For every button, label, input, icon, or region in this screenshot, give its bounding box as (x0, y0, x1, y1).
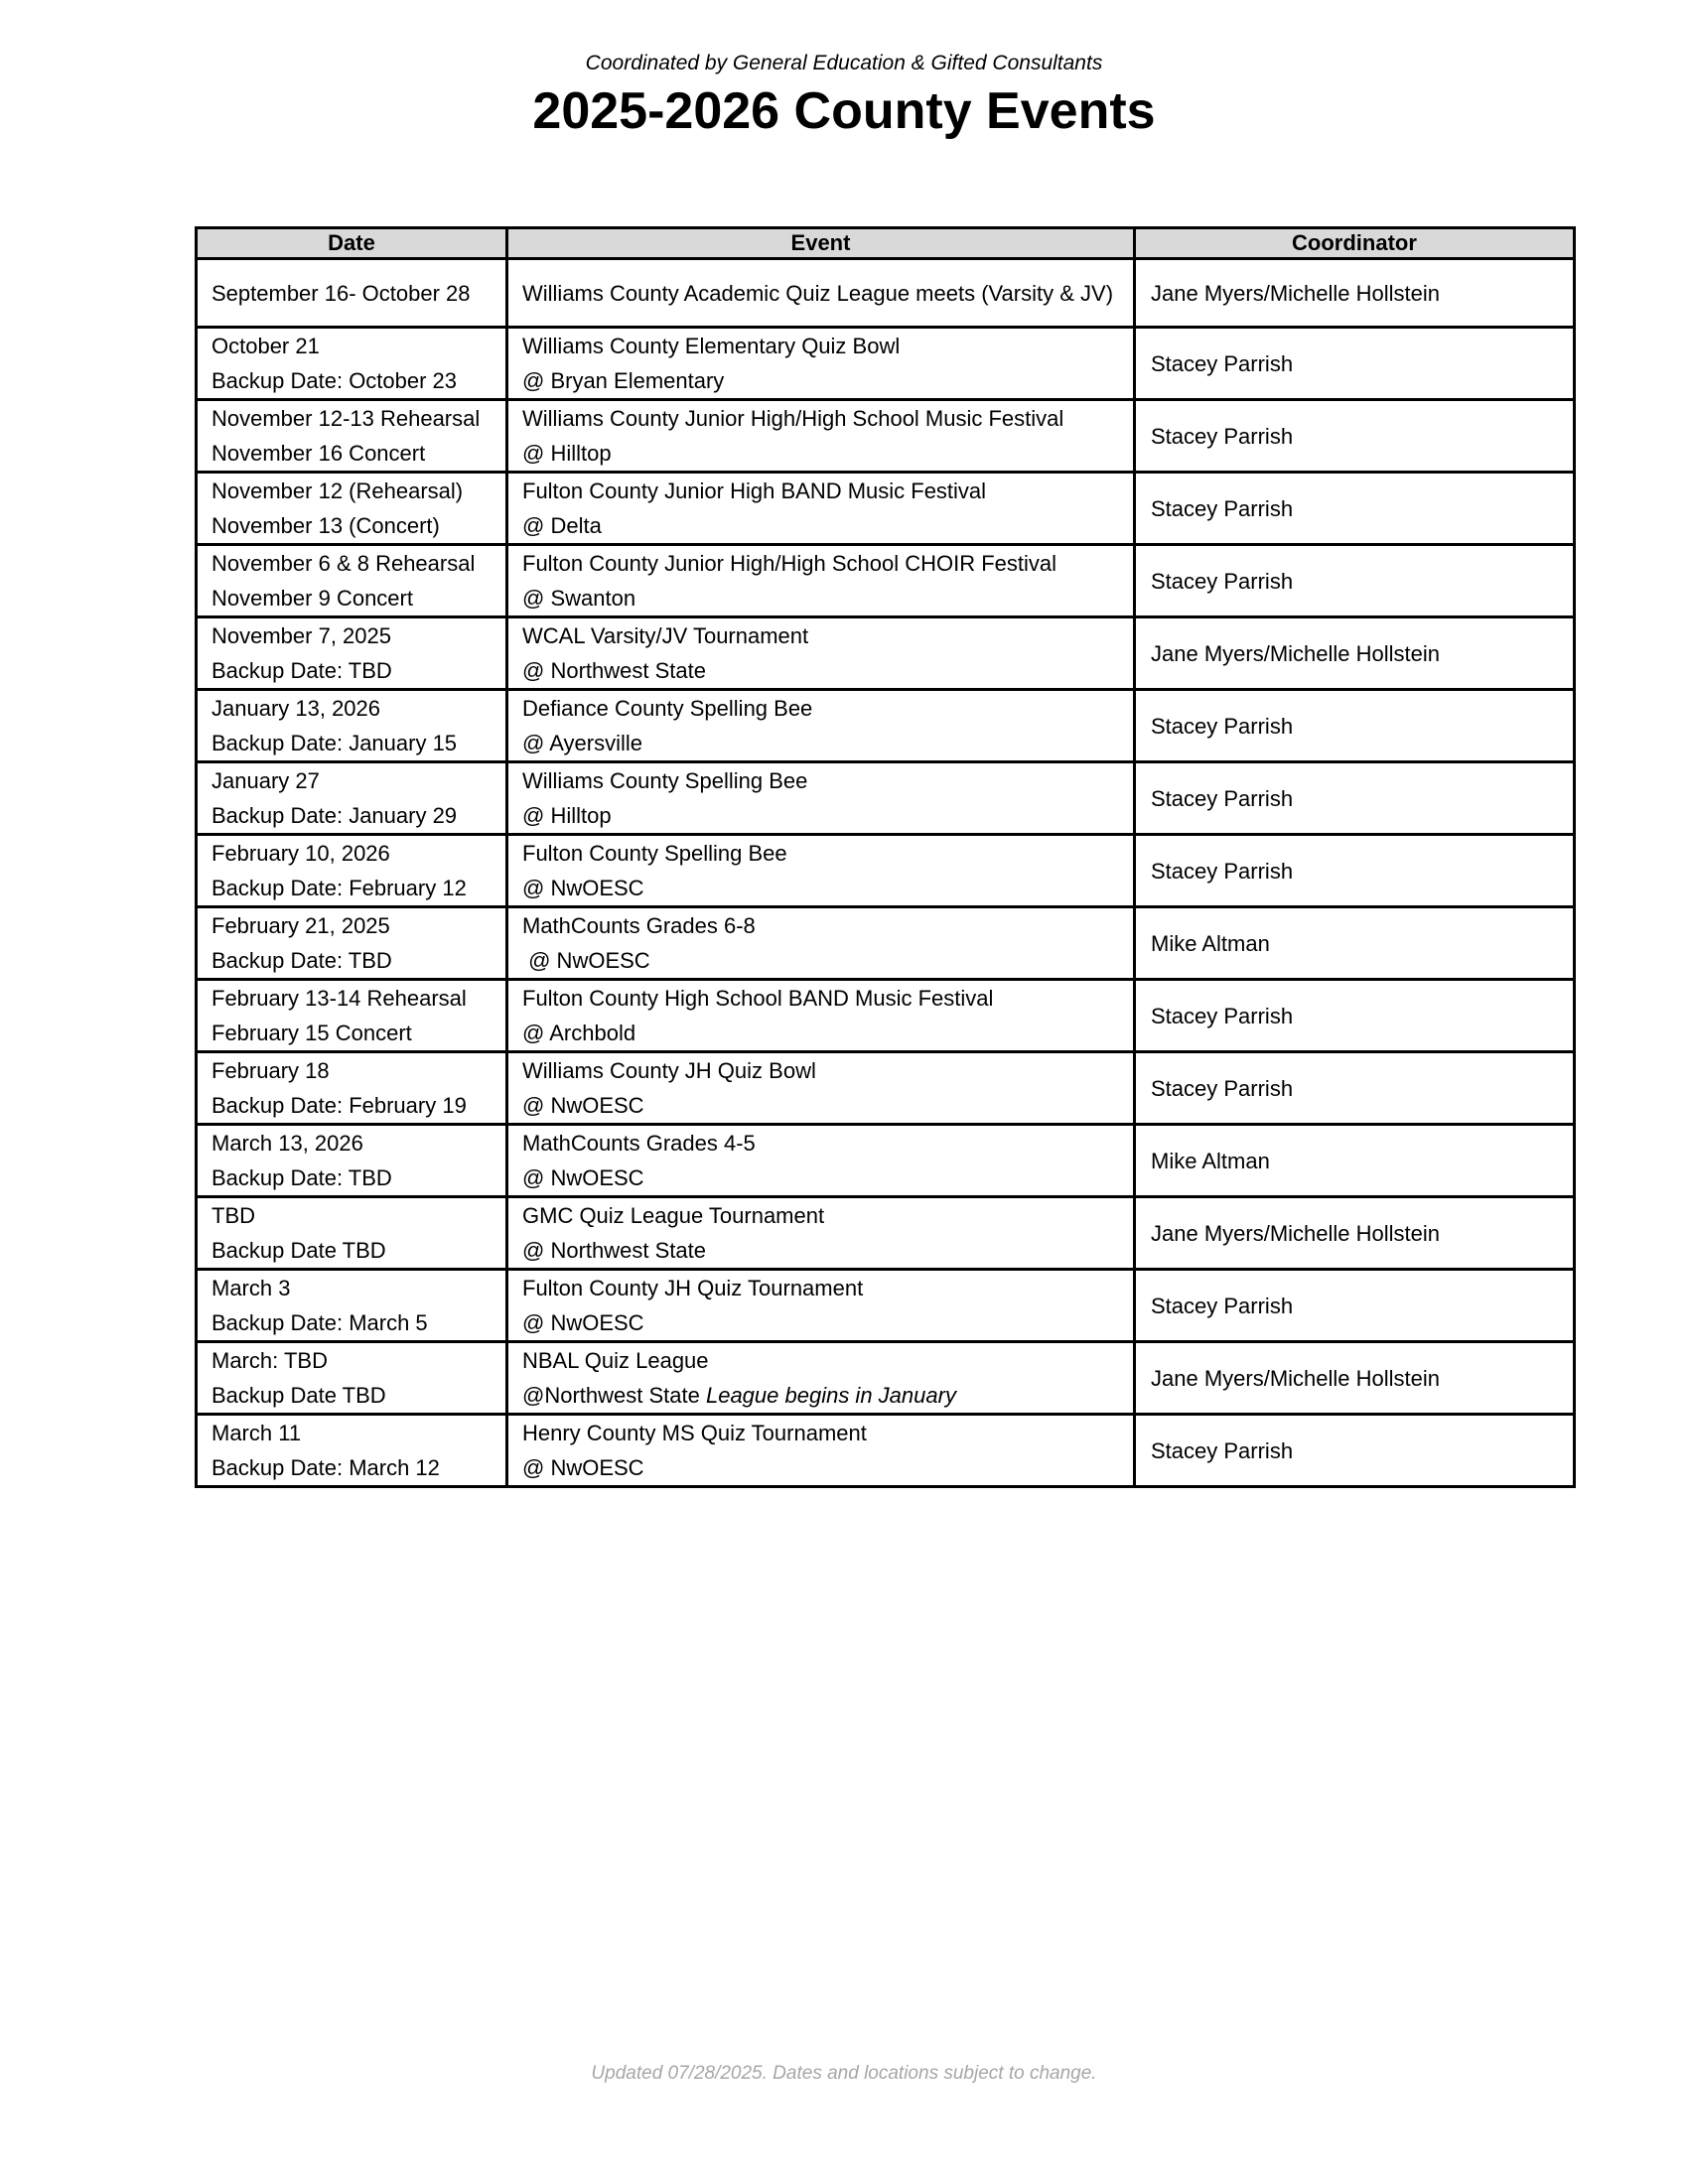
date-cell (197, 980, 507, 1052)
event-location (522, 798, 1119, 833)
date-line: November 16 Concert (211, 441, 426, 466)
date-line: Backup Date: February 12 (211, 876, 467, 900)
event-name-text: NBAL Quiz League (522, 1348, 709, 1373)
table-row (197, 690, 1575, 762)
event-name (522, 981, 1119, 1016)
date-cell (197, 1052, 507, 1125)
date-cell (197, 545, 507, 617)
date-line: November 9 Concert (211, 586, 413, 611)
date-cell (197, 1125, 507, 1197)
event-location (522, 508, 1119, 543)
date-cell (197, 907, 507, 980)
coordinator-cell: Stacey Parrish (1135, 690, 1575, 762)
event-name (522, 1343, 1119, 1378)
event-cell (507, 1270, 1135, 1342)
event-cell (507, 259, 1135, 328)
document-subtitle: Coordinated by General Education & Gifted Consultants (585, 52, 1103, 74)
date-line: Backup Date: March 5 (211, 1310, 428, 1335)
event-location-text: @ NwOESC (522, 1455, 644, 1480)
events-table (195, 226, 1576, 1488)
date-line: Backup Date: February 19 (211, 1093, 467, 1118)
date-cell (197, 400, 507, 473)
table-header-row (197, 228, 1575, 259)
event-cell (507, 980, 1135, 1052)
coordinator-cell: Stacey Parrish (1135, 1415, 1575, 1487)
event-cell (507, 1415, 1135, 1487)
coordinator-cell: Stacey Parrish (1135, 400, 1575, 473)
event-location-text: @ Northwest State (522, 1238, 706, 1263)
date-line: February 18 (211, 1058, 330, 1083)
event-cell (507, 1125, 1135, 1197)
event-name (522, 401, 1119, 436)
event-location-text: @ Bryan Elementary (522, 368, 725, 393)
event-name-text: Fulton County Junior High BAND Music Festival (522, 478, 987, 503)
event-location (522, 1016, 1119, 1050)
event-name (522, 546, 1119, 581)
date-line: March 11 (211, 1421, 302, 1445)
event-location-text: @Northwest State (522, 1383, 706, 1408)
event-location-text: @ NwOESC (522, 1165, 644, 1190)
date-line: February 21, 2025 (211, 913, 390, 938)
date-line: January 13, 2026 (211, 696, 381, 721)
coordinator-cell: Stacey Parrish (1135, 545, 1575, 617)
event-location-text: @ NwOESC (522, 1093, 644, 1118)
table-row (197, 762, 1575, 835)
date-cell (197, 762, 507, 835)
event-name (522, 836, 1119, 871)
event-cell (507, 617, 1135, 690)
event-name (522, 1126, 1119, 1160)
coordinator-cell: Stacey Parrish (1135, 835, 1575, 907)
date-line: September 16- October 28 (211, 280, 471, 306)
event-cell (507, 835, 1135, 907)
event-location-text: @ Hilltop (522, 803, 612, 828)
event-cell (507, 473, 1135, 545)
event-location (522, 871, 1119, 905)
table-row (197, 1125, 1575, 1197)
event-cell (507, 690, 1135, 762)
coordinator-cell: Mike Altman (1135, 907, 1575, 980)
event-location (522, 1305, 1119, 1340)
coordinator-cell: Stacey Parrish (1135, 762, 1575, 835)
date-line: November 13 (Concert) (211, 513, 440, 538)
date-line: January 27 (211, 768, 320, 793)
event-location-text: @ Delta (522, 513, 602, 538)
event-location (522, 1088, 1119, 1123)
coordinator-cell: Jane Myers/Michelle Hollstein (1135, 617, 1575, 690)
date-line: March: TBD (211, 1348, 328, 1373)
event-name (522, 1053, 1119, 1088)
event-name (522, 618, 1119, 653)
table-row (197, 980, 1575, 1052)
coordinator-cell: Jane Myers/Michelle Hollstein (1135, 1342, 1575, 1415)
date-line: Backup Date: January 15 (211, 731, 458, 755)
event-location-text: @ NwOESC (522, 876, 644, 900)
event-location (522, 436, 1119, 471)
event-name-text: Defiance County Spelling Bee (522, 696, 813, 721)
event-cell (507, 545, 1135, 617)
date-line: March 3 (211, 1276, 291, 1300)
date-line: Backup Date TBD (211, 1383, 386, 1408)
event-location (522, 1378, 1119, 1413)
event-name (522, 1416, 1119, 1450)
event-location (522, 1233, 1119, 1268)
table-row (197, 400, 1575, 473)
table-row (197, 1197, 1575, 1270)
date-cell (197, 473, 507, 545)
event-name (522, 276, 1119, 311)
event-name-text: Williams County Junior High/High School Music Festival (522, 406, 1064, 431)
date-line: October 21 (211, 334, 320, 358)
event-name-text: Williams County JH Quiz Bowl (522, 1058, 816, 1083)
date-line: Backup Date: October 23 (211, 368, 458, 393)
event-location-text: @ Archbold (522, 1021, 636, 1045)
column-header-date: Date (197, 228, 507, 259)
event-cell (507, 1342, 1135, 1415)
footer-note: Updated 07/28/2025. Dates and locations subject to change. (591, 2063, 1097, 2084)
date-cell (197, 617, 507, 690)
event-name (522, 908, 1119, 943)
event-name-text: GMC Quiz League Tournament (522, 1203, 825, 1228)
date-line: March 13, 2026 (211, 1131, 363, 1156)
event-location-text: @ Ayersville (522, 731, 642, 755)
event-name-text: WCAL Varsity/JV Tournament (522, 623, 809, 648)
event-location (522, 1450, 1119, 1485)
date-cell (197, 1415, 507, 1487)
column-header-event: Event (507, 228, 1135, 259)
event-location (522, 726, 1119, 760)
table-row (197, 1270, 1575, 1342)
coordinator-cell: Stacey Parrish (1135, 1052, 1575, 1125)
event-name-text: Williams County Academic Quiz League meets (Varsity & JV) (522, 280, 1114, 306)
table-row (197, 617, 1575, 690)
date-line: November 12 (Rehearsal) (211, 478, 464, 503)
event-name-text: MathCounts Grades 6-8 (522, 913, 756, 938)
event-location (522, 581, 1119, 615)
table-row (197, 473, 1575, 545)
date-line: February 10, 2026 (211, 841, 390, 866)
date-line: Backup Date: TBD (211, 658, 392, 683)
table-row (197, 328, 1575, 400)
date-cell (197, 259, 507, 328)
date-line: Backup Date: TBD (211, 1165, 392, 1190)
event-name (522, 474, 1119, 508)
event-location-text: @ Hilltop (522, 441, 612, 466)
event-cell (507, 907, 1135, 980)
event-location (522, 653, 1119, 688)
date-line: February 13-14 Rehearsal (211, 986, 467, 1011)
event-note: League begins in January (705, 1383, 956, 1408)
table-row (197, 1052, 1575, 1125)
event-cell (507, 1197, 1135, 1270)
event-name-text: Williams County Elementary Quiz Bowl (522, 334, 901, 358)
table-row (197, 1342, 1575, 1415)
coordinator-cell: Stacey Parrish (1135, 473, 1575, 545)
event-location-text: @ Swanton (522, 586, 636, 611)
coordinator-cell: Stacey Parrish (1135, 328, 1575, 400)
event-name-text: Fulton County Junior High/High School CHOIR Festival (522, 551, 1057, 576)
event-name-text: Henry County MS Quiz Tournament (522, 1421, 867, 1445)
event-cell (507, 400, 1135, 473)
event-name (522, 1198, 1119, 1233)
event-name-text: MathCounts Grades 4-5 (522, 1131, 756, 1156)
event-name (522, 763, 1119, 798)
event-location (522, 943, 1119, 978)
event-cell (507, 328, 1135, 400)
coordinator-cell: Jane Myers/Michelle Hollstein (1135, 1197, 1575, 1270)
document-title: 2025-2026 County Events (532, 82, 1156, 140)
coordinator-cell: Mike Altman (1135, 1125, 1575, 1197)
date-line: Backup Date: March 12 (211, 1455, 440, 1480)
event-location (522, 1160, 1119, 1195)
event-name-text: Fulton County JH Quiz Tournament (522, 1276, 864, 1300)
table-row (197, 907, 1575, 980)
date-cell (197, 1270, 507, 1342)
date-line: TBD (211, 1203, 255, 1228)
event-name (522, 1271, 1119, 1305)
table-row (197, 259, 1575, 328)
table-body (197, 259, 1575, 1487)
date-line: Backup Date: January 29 (211, 803, 458, 828)
date-line: Backup Date: TBD (211, 948, 392, 973)
event-name-text: Williams County Spelling Bee (522, 768, 808, 793)
event-name (522, 329, 1119, 363)
event-location (522, 363, 1119, 398)
table-row (197, 545, 1575, 617)
table-row (197, 1415, 1575, 1487)
column-header-coordinator: Coordinator (1135, 228, 1575, 259)
event-location-text: @ Northwest State (522, 658, 706, 683)
table-row (197, 835, 1575, 907)
event-location-text: @ NwOESC (522, 948, 650, 973)
date-line: February 15 Concert (211, 1021, 412, 1045)
date-line: November 6 & 8 Rehearsal (211, 551, 476, 576)
date-cell (197, 690, 507, 762)
date-line: November 12-13 Rehearsal (211, 406, 481, 431)
event-cell (507, 1052, 1135, 1125)
event-cell (507, 762, 1135, 835)
event-name (522, 691, 1119, 726)
date-cell (197, 328, 507, 400)
coordinator-cell: Jane Myers/Michelle Hollstein (1135, 259, 1575, 328)
coordinator-cell: Stacey Parrish (1135, 980, 1575, 1052)
event-name-text: Fulton County Spelling Bee (522, 841, 787, 866)
date-line: Backup Date TBD (211, 1238, 386, 1263)
date-cell (197, 835, 507, 907)
event-location-text: @ NwOESC (522, 1310, 644, 1335)
date-cell (197, 1197, 507, 1270)
coordinator-cell: Stacey Parrish (1135, 1270, 1575, 1342)
event-name-text: Fulton County High School BAND Music Festival (522, 986, 994, 1011)
date-line: November 7, 2025 (211, 623, 391, 648)
date-cell (197, 1342, 507, 1415)
